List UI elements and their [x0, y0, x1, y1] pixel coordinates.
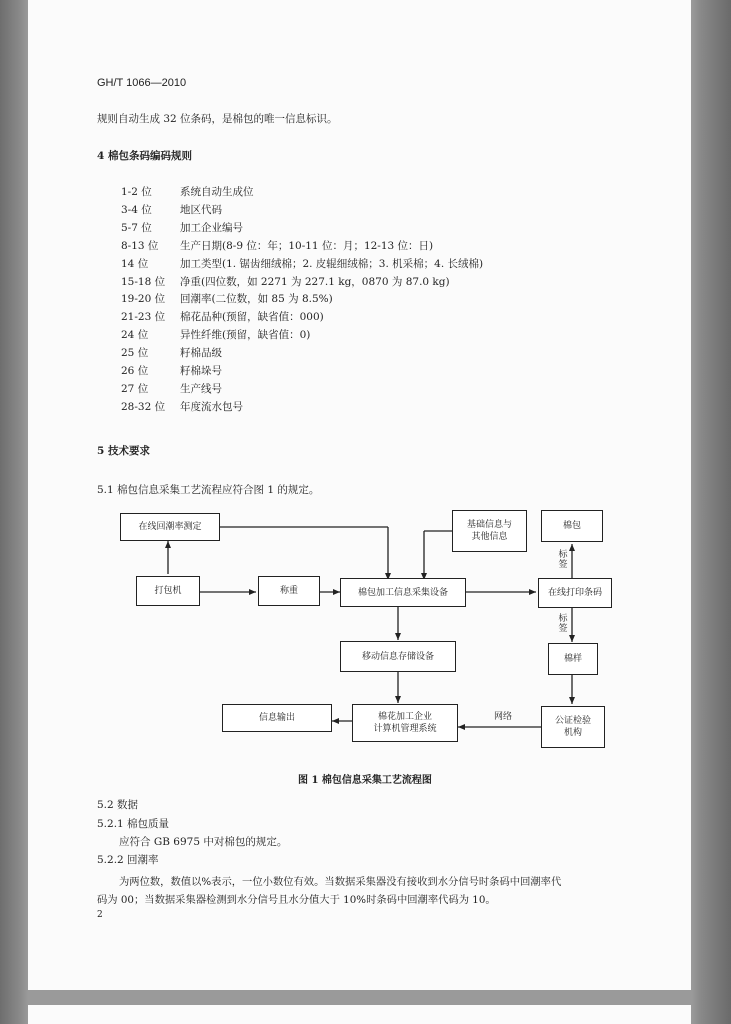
code-position: 25 位 — [121, 347, 149, 360]
code-position: 27 位 — [121, 382, 149, 395]
code-position: 8-13 位 — [121, 239, 159, 252]
section-5-2-2-body-line2: 码为 00；当数据采集器检测到水分信号且水分值大于 10%时条码中回潮率代码为 10。 — [97, 894, 496, 906]
section-5-2-2: 5.2.2 回潮率 — [97, 854, 159, 866]
code-description: 生产日期(8-9 位：年；10-11 位：月；12-13 位：日) — [180, 239, 434, 252]
code-description: 系统自动生成位 — [180, 186, 254, 198]
code-position: 26 位 — [121, 365, 149, 377]
code-position: 19-20 位 — [121, 293, 166, 306]
box-info-output: 信息输出 — [222, 704, 332, 732]
section-5-2-2-body-line1: 为两位数，数值以%表示，一位小数位有效。当数据采集器没有接收到水分信号时条码中回潮率代 — [119, 876, 562, 888]
intro-line: 规则自动生成 32 位条码，是棉包的唯一信息标识。 — [97, 113, 338, 125]
label-tag-upper: 标 签 — [558, 550, 568, 570]
doc-id-header: GH/T 1066—2010 — [97, 77, 187, 89]
code-position: 21-23 位 — [121, 311, 166, 324]
code-description: 加工企业编号 — [180, 221, 243, 234]
box-baler: 打包机 — [136, 576, 200, 606]
code-description: 加工类型(1. 锯齿细绒棉；2. 皮辊细绒棉；3. 机采棉；4. 长绒棉) — [180, 257, 484, 270]
code-description: 净重(四位数，如 2271 为 227.1 kg，0870 为 87.0 kg) — [180, 275, 450, 288]
label-tag-lower: 标 签 — [558, 614, 568, 634]
section-5-2-1-body: 应符合 GB 6975 中对棉包的规定。 — [119, 836, 288, 848]
code-description: 回潮率(二位数，如 85 为 8.5%) — [180, 293, 333, 306]
section-4-title: 4 棉包条码编码规则 — [97, 150, 192, 162]
box-bale: 棉包 — [541, 510, 603, 542]
code-position: 28-32 位 — [121, 400, 166, 413]
page-number: 2 — [97, 910, 103, 920]
box-sample: 棉样 — [548, 643, 598, 675]
code-description: 生产线号 — [180, 382, 222, 395]
code-position: 3-4 位 — [121, 203, 152, 216]
code-description: 棉花品种(预留，缺省值：000) — [180, 311, 324, 324]
code-position: 1-2 位 — [121, 186, 152, 198]
box-inspection-agency: 公证检验 机构 — [541, 706, 605, 748]
box-weigh: 称重 — [258, 576, 320, 606]
section-5-2: 5.2 数据 — [97, 799, 139, 811]
code-position: 24 位 — [121, 329, 149, 342]
code-position: 14 位 — [121, 257, 149, 270]
box-info-collector: 棉包加工信息采集设备 — [340, 578, 466, 607]
box-online-print: 在线打印条码 — [538, 578, 612, 608]
box-online-moisture: 在线回潮率测定 — [120, 513, 220, 541]
box-management-system: 棉花加工企业 计算机管理系统 — [352, 704, 458, 742]
figure-caption: 图 1 棉包信息采集工艺流程图 — [298, 775, 432, 786]
code-description: 年度流水包号 — [180, 400, 243, 413]
code-position: 5-7 位 — [121, 221, 152, 234]
section-5-2-1: 5.2.1 棉包质量 — [97, 818, 170, 830]
code-position: 15-18 位 — [121, 275, 166, 288]
section-5-title: 5 技术要求 — [97, 445, 150, 457]
label-network: 网络 — [493, 712, 512, 722]
box-mobile-storage: 移动信息存储设备 — [340, 641, 456, 672]
box-basic-info: 基础信息与 其他信息 — [452, 510, 527, 552]
code-description: 地区代码 — [180, 203, 222, 216]
section-5-1: 5.1 棉包信息采集工艺流程应符合图 1 的规定。 — [97, 484, 320, 496]
code-description: 籽棉品级 — [180, 347, 222, 360]
code-description: 异性纤维(预留，缺省值：0) — [180, 329, 311, 342]
code-description: 籽棉垛号 — [180, 365, 222, 377]
